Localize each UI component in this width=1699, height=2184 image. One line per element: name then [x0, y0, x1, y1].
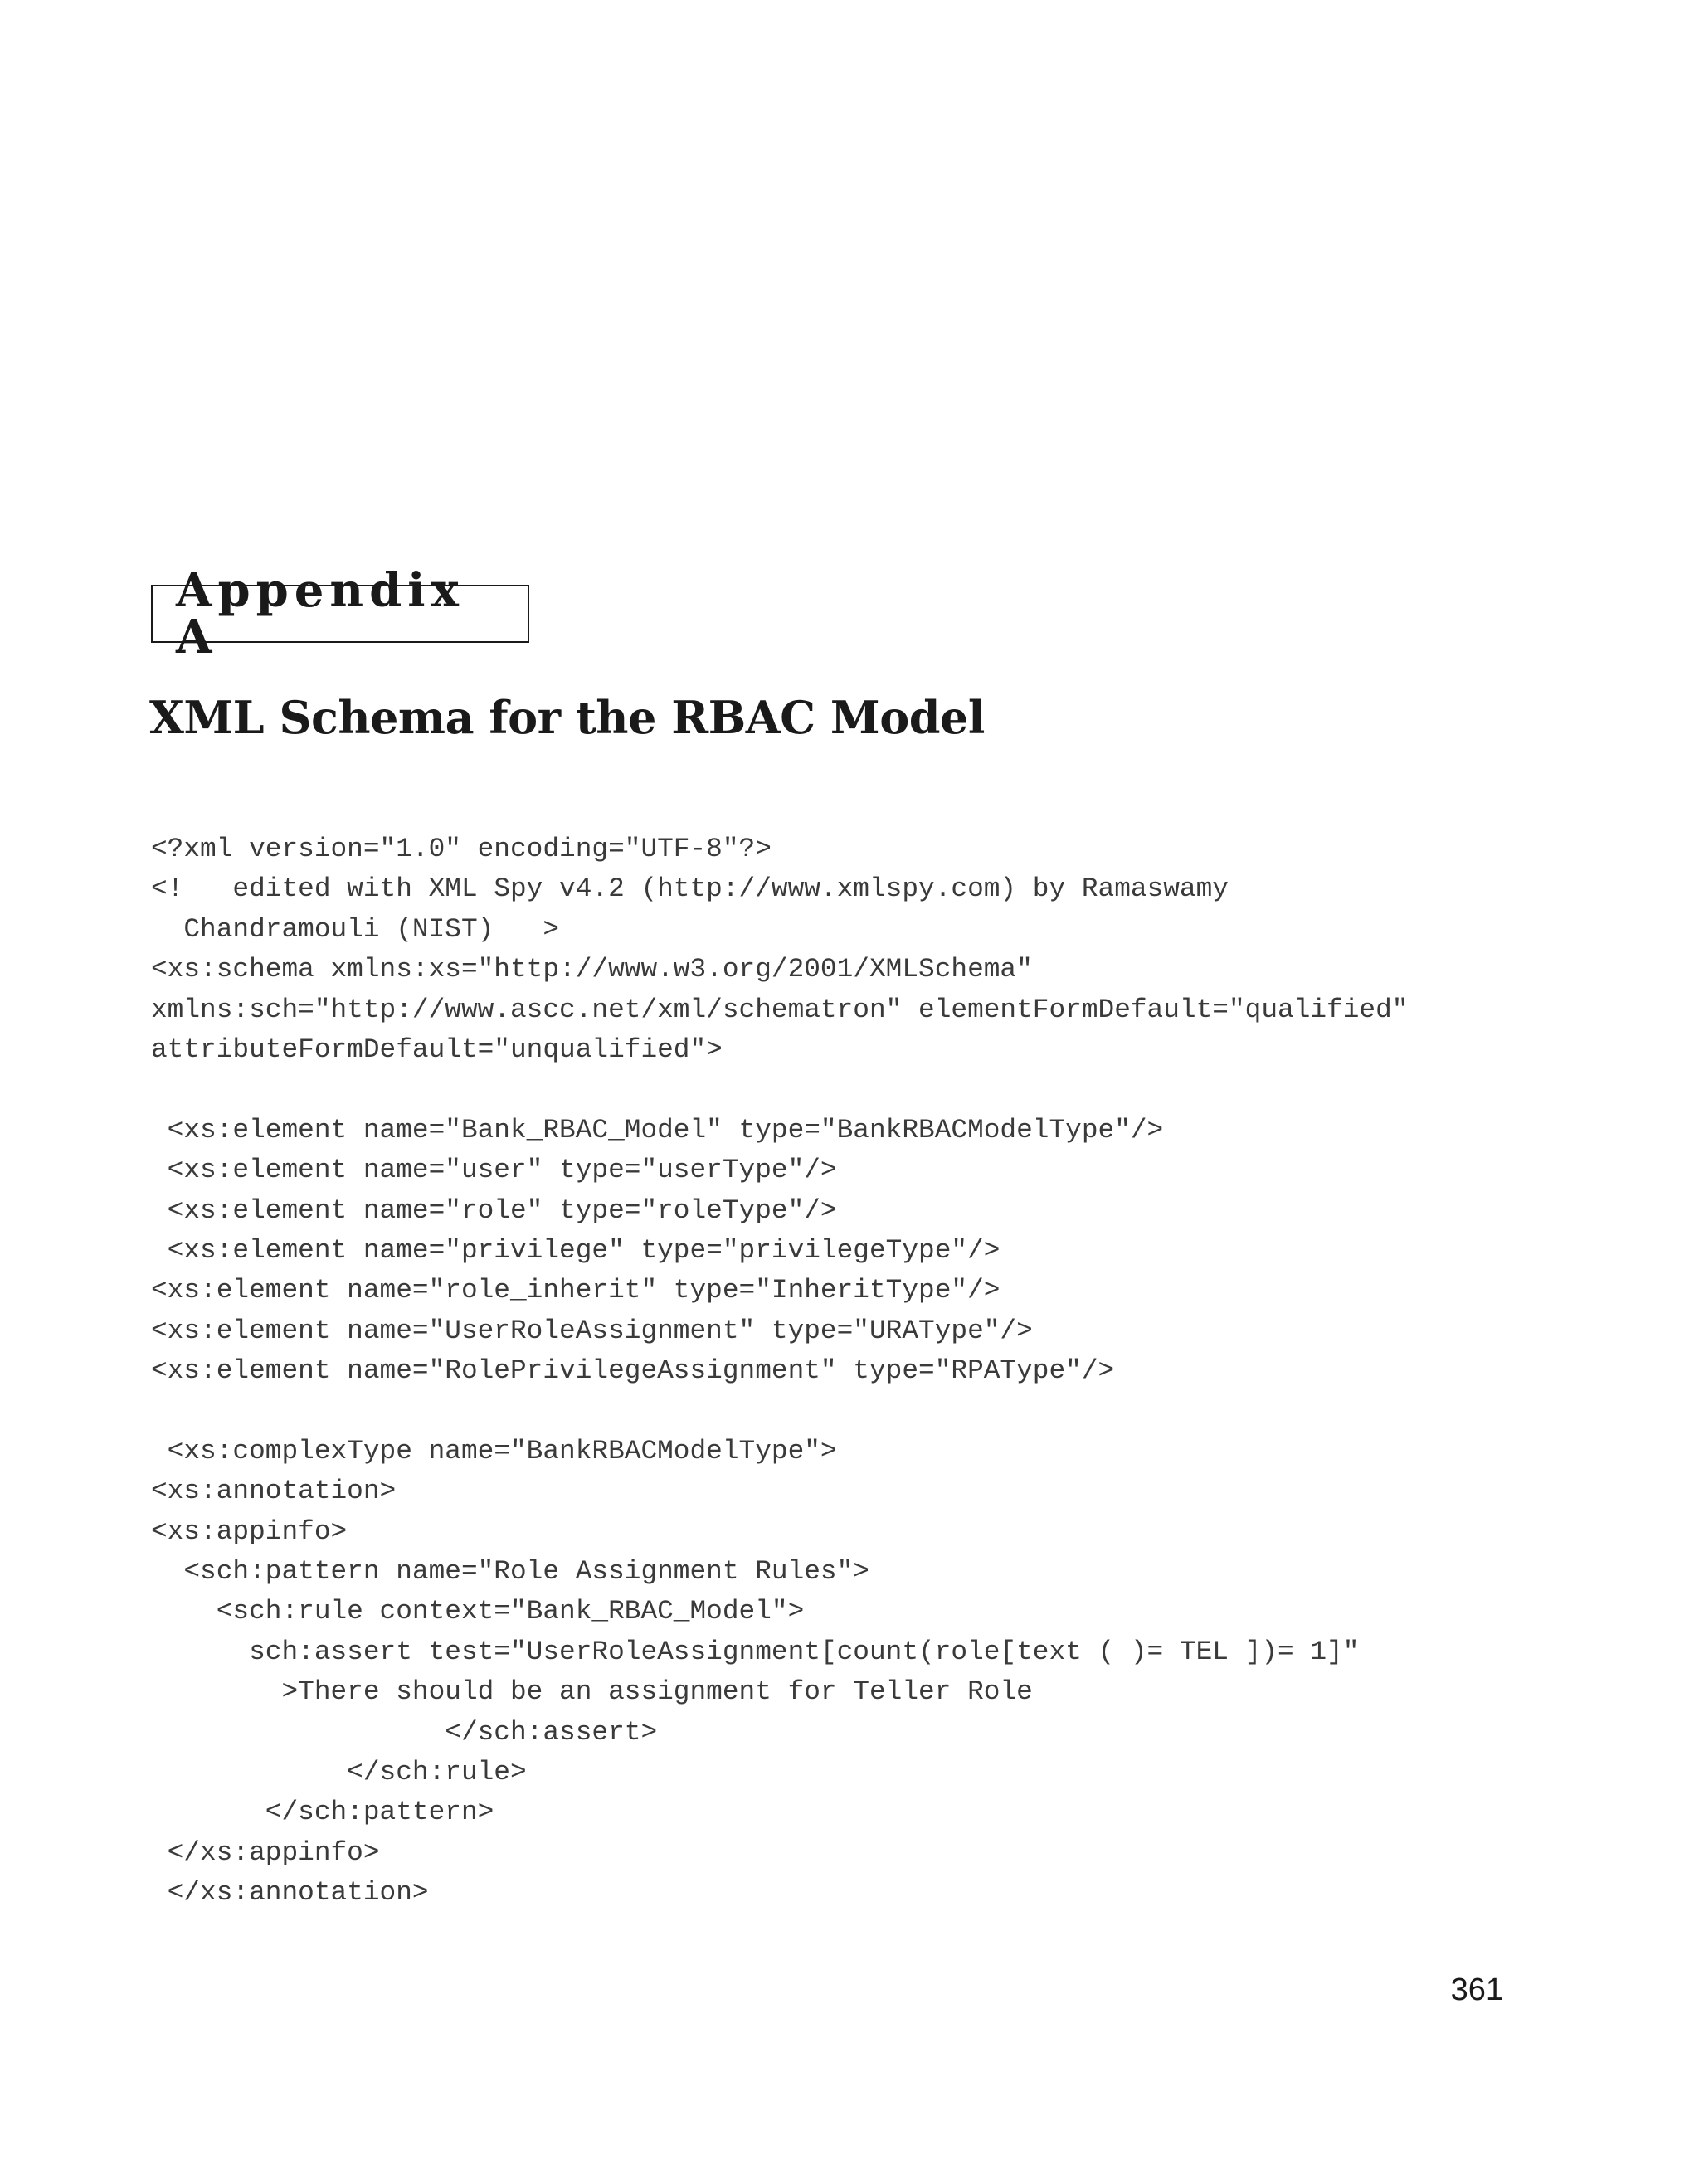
- page-number: 361: [1450, 1972, 1503, 2007]
- code-line: <?xml version="1.0" encoding="UTF-8"?>: [151, 834, 772, 864]
- code-line: <xs:appinfo>: [151, 1515, 348, 1547]
- code-line: xmlns:sch="http://www.ascc.net/xml/schematron" elementFormDefault="qualified": [151, 994, 1409, 1025]
- code-line: sch:assert test="UserRoleAssignment[count(role[text ( )= TEL ])= 1]": [151, 1636, 1360, 1667]
- code-line: <xs:element name="role_inherit" type="InheritType"/>: [151, 1275, 1000, 1306]
- appendix-label: Appendix A: [176, 563, 465, 664]
- code-line: <xs:element name="RolePrivilegeAssignment" type="RPAType"/>: [151, 1355, 1115, 1387]
- code-line: <xs:element name="UserRoleAssignment" type="URAType"/>: [151, 1315, 1033, 1346]
- code-line: <xs:element name="Bank_RBAC_Model" type="BankRBACModelType"/>: [151, 1114, 1164, 1146]
- code-line: <xs:complexType name="BankRBACModelType">: [151, 1435, 837, 1467]
- code-line: </sch:rule>: [151, 1756, 527, 1788]
- code-line: [151, 1070, 1408, 1110]
- code-line: [151, 1391, 1408, 1431]
- code-line: <xs:schema xmlns:xs="http://www.w3.org/2001/XMLSchema": [151, 954, 1033, 985]
- code-line: Chandramouli (NIST) >: [151, 913, 560, 945]
- code-line: <sch:rule context="Bank_RBAC_Model">: [151, 1596, 805, 1627]
- code-line: </xs:annotation>: [151, 1877, 429, 1909]
- code-line: <xs:element name="privilege" type="privilegeType"/>: [151, 1234, 1000, 1266]
- code-line: <xs:annotation>: [151, 1476, 397, 1507]
- appendix-label-box: [151, 563, 529, 664]
- code-line: <sch:pattern name="Role Assignment Rules">: [151, 1556, 869, 1588]
- code-line: </sch:assert>: [151, 1716, 658, 1748]
- code-line: </xs:appinfo>: [151, 1836, 380, 1868]
- code-line: >There should be an assignment for Teller Role: [151, 1676, 1033, 1708]
- code-listing: [151, 829, 1408, 1914]
- chapter-title: XML Schema for the RBAC Model: [149, 691, 985, 744]
- code-line: <! edited with XML Spy v4.2 (http://www.xmlspy.com) by Ramaswamy: [151, 873, 1229, 905]
- code-line: <xs:element name="user" type="userType"/>: [151, 1155, 837, 1186]
- code-line: attributeFormDefault="unqualified">: [151, 1034, 723, 1065]
- code-line: </sch:pattern>: [151, 1797, 494, 1828]
- code-line: <xs:element name="role" type="roleType"/>: [151, 1194, 837, 1226]
